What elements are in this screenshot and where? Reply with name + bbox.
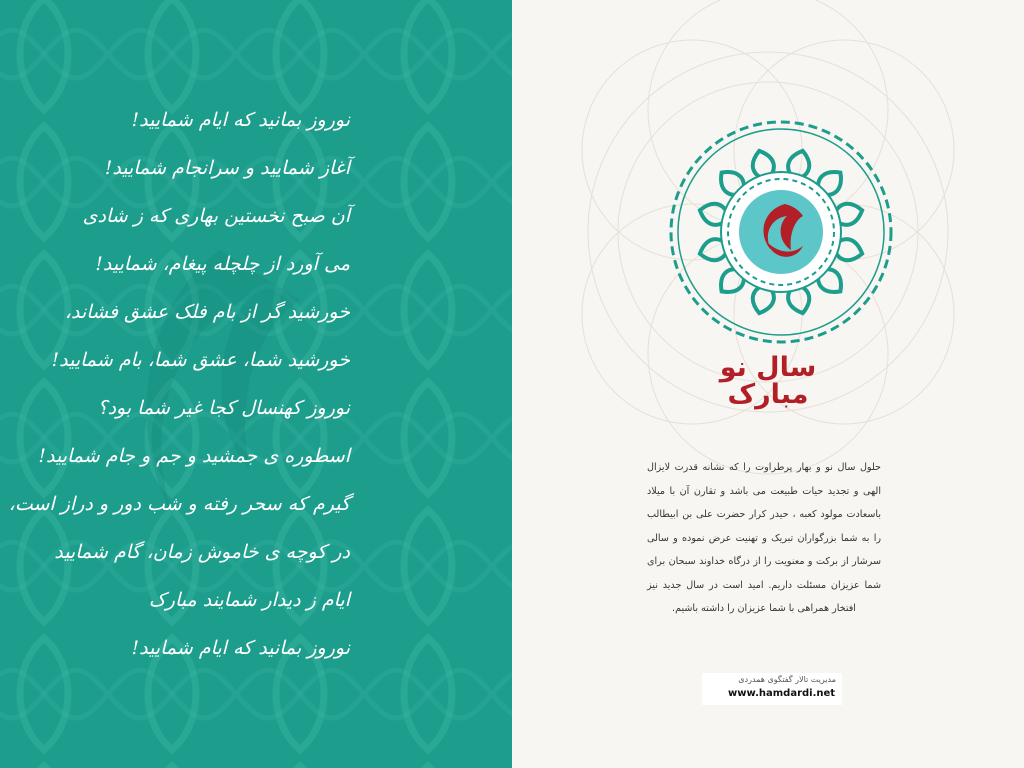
poem-line-7: نوروز کهنسال کجا غیر شما بود؟ xyxy=(97,397,350,419)
poem-line-4: می آورد از چلچله پیغام، شمایید! xyxy=(95,253,350,275)
greeting-line-2: مبارک xyxy=(727,379,809,410)
poem-line-12: نوروز بمانید که ایام شمایید! xyxy=(131,637,350,659)
poem-line-5: خورشید گر از بام فلک عشق فشاند، xyxy=(64,301,350,323)
message-text: حلول سال نو و بهار پرطراوت را که نشانه قدرت لایزال الهی و تجدید حیات طبیعت می باشد و تقارن آن با میلاد باسعادت مولود کعبه ، حیدر کرار حضرت علی بن ابیطالب را به شما بزرگواران تبریک و تهنیت عرض نموده و سالی سرشار از برکت و معنویت را از درگاه خداوند سبحان برای شما عزیزان مسئلت داریم. امید است در سال جدید نیز افتخار همراهی با شما عزیزان را داشته باشیم. xyxy=(647,462,881,614)
signature-title: مدیریت تالار گفتگوی همدردی xyxy=(738,675,836,684)
website-url[interactable]: www.hamdardi.net xyxy=(728,688,836,699)
greeting-line-1: سال نو xyxy=(719,352,817,383)
new-year-greeting xyxy=(708,354,828,408)
signature-box xyxy=(702,673,842,705)
poem-line-11: ایام ز دیدار شمایند مبارک xyxy=(148,589,350,611)
poem-line-2: آغاز شمایید و سرانجام شمایید! xyxy=(104,157,350,179)
poem-line-6: خورشید شما، عشق شما، بام شمایید! xyxy=(51,349,350,371)
poem-line-1: نوروز بمانید که ایام شمایید! xyxy=(131,109,350,131)
poem-line-9: گیرم که سحر رفته و شب دور و دراز است، xyxy=(8,493,350,515)
poem-line-3: آن صبح نخستین بهاری که ز شادی xyxy=(82,205,350,227)
poem-line-10: در کوچه ی خاموش زمان، گام شمایید xyxy=(54,541,350,563)
greeting-panel xyxy=(512,0,1024,768)
poem-line-8: اسطوره ی جمشید و جم و جام شمایید! xyxy=(38,445,350,467)
poem xyxy=(8,108,350,684)
rosette-emblem xyxy=(667,118,895,346)
